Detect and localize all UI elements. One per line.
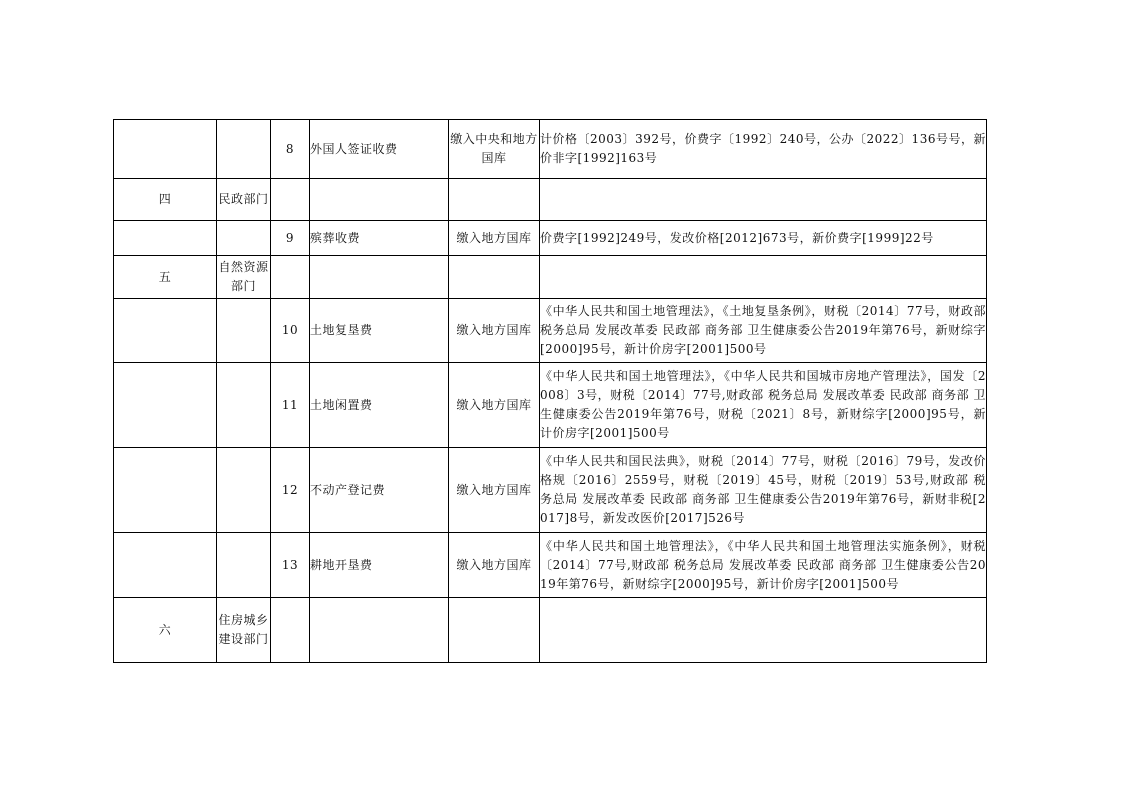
policy-basis: 价费字[1992]249号，发改价格[2012]673号，新价费字[1999]22号: [540, 221, 987, 256]
fee-name: 殡葬收费: [310, 221, 449, 256]
policy-basis: 《中华人民共和国民法典》，财税〔2014〕77号，财税〔2016〕79号，发改价格规〔2016〕2559号，财税〔2019〕45号，财税〔2019〕53号,财政部 税务总局 发展改革委 民政部 商务部 卫生健康委公告2019年第76号，新财非税[2017]8号，新发改医价[2017]526号: [540, 448, 987, 533]
table-row: [114, 256, 987, 299]
policy-basis: 《中华人民共和国土地管理法》，《中华人民共和国土地管理法实施条例》，财税〔2014〕77号,财政部 税务总局 发展改革委 民政部 商务部 卫生健康委公告2019年第76号，新财综字[2000]95号，新计价房字[2001]500号: [540, 533, 987, 598]
seq-cell: [114, 120, 217, 179]
fee-name: 耕地开垦费: [310, 533, 449, 598]
table-row: [114, 363, 987, 448]
policy-basis: [540, 179, 987, 221]
table-row: [114, 179, 987, 221]
dept-cell: [217, 120, 271, 179]
dept-cell: [217, 299, 271, 363]
policy-basis: 《中华人民共和国土地管理法》，《中华人民共和国城市房地产管理法》，国发〔2008〕3号，财税〔2014〕77号,财政部 税务总局 发展改革委 民政部 商务部 卫生健康委公告2019年第76号，财税〔2021〕8号，新财综字[2000]95号，新计价房字[2001]500号: [540, 363, 987, 448]
table-row: [114, 299, 987, 363]
item-number: 9: [271, 221, 310, 256]
dept-cell: [217, 363, 271, 448]
item-number: [271, 256, 310, 299]
treasury-cell: [449, 256, 540, 299]
seq-cell: [114, 533, 217, 598]
item-number: [271, 598, 310, 663]
treasury-cell: [449, 598, 540, 663]
treasury-cell: 缴入中央和地方国库: [449, 120, 540, 179]
fee-name: [310, 179, 449, 221]
treasury-cell: 缴入地方国库: [449, 448, 540, 533]
treasury-cell: 缴入地方国库: [449, 299, 540, 363]
table-row: [114, 533, 987, 598]
table-row: [114, 598, 987, 663]
table-row: [114, 221, 987, 256]
dept-cell: 民政部门: [217, 179, 271, 221]
policy-basis: 计价格〔2003〕392号，价费字〔1992〕240号，公办〔2022〕136号号，新价非字[1992]163号: [540, 120, 987, 179]
treasury-cell: 缴入地方国库: [449, 533, 540, 598]
item-number: 12: [271, 448, 310, 533]
treasury-cell: 缴入地方国库: [449, 363, 540, 448]
fee-table: [113, 119, 987, 663]
fee-name: 不动产登记费: [310, 448, 449, 533]
seq-cell: [114, 299, 217, 363]
seq-cell: 四: [114, 179, 217, 221]
item-number: 8: [271, 120, 310, 179]
item-number: [271, 179, 310, 221]
item-number: 11: [271, 363, 310, 448]
seq-cell: [114, 221, 217, 256]
treasury-cell: 缴入地方国库: [449, 221, 540, 256]
table-row: [114, 448, 987, 533]
fee-name: 外国人签证收费: [310, 120, 449, 179]
policy-basis: [540, 598, 987, 663]
table-row: [114, 120, 987, 179]
policy-basis: [540, 256, 987, 299]
fee-name: 土地复垦费: [310, 299, 449, 363]
seq-cell: [114, 448, 217, 533]
dept-cell: 住房城乡建设部门: [217, 598, 271, 663]
dept-cell: [217, 221, 271, 256]
seq-cell: 五: [114, 256, 217, 299]
dept-cell: 自然资源部门: [217, 256, 271, 299]
fee-name: [310, 598, 449, 663]
treasury-cell: [449, 179, 540, 221]
fee-name: [310, 256, 449, 299]
item-number: 10: [271, 299, 310, 363]
seq-cell: 六: [114, 598, 217, 663]
dept-cell: [217, 533, 271, 598]
fee-name: 土地闲置费: [310, 363, 449, 448]
seq-cell: [114, 363, 217, 448]
item-number: 13: [271, 533, 310, 598]
policy-basis: 《中华人民共和国土地管理法》，《土地复垦条例》，财税〔2014〕77号，财政部 税务总局 发展改革委 民政部 商务部 卫生健康委公告2019年第76号，新财综字[2000]95号，新计价房字[2001]500号: [540, 299, 987, 363]
dept-cell: [217, 448, 271, 533]
